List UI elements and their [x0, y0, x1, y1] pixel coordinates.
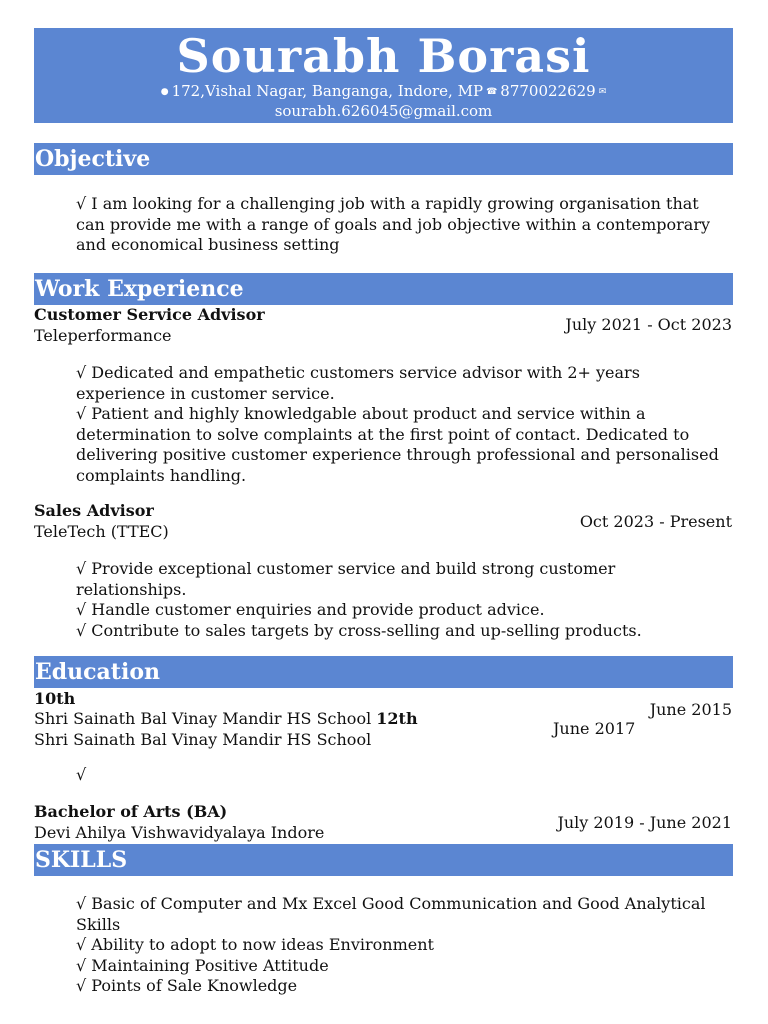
section-heading-education: Education — [34, 656, 733, 688]
address: 172,Vishal Nagar, Banganga, Indore, MP — [171, 82, 484, 100]
job-line: experience in customer service. — [76, 383, 335, 403]
skill-item: √ Basic of Computer and Mx Excel Good Communication and Good Analytical — [76, 894, 706, 913]
job-title: Sales Advisor — [34, 501, 154, 520]
objective-line: and economical business setting — [76, 235, 340, 255]
job-description — [76, 363, 736, 487]
section-heading-work-experience: Work Experience — [34, 273, 733, 305]
skills-list — [76, 894, 736, 997]
section-heading-objective: Objective — [34, 143, 733, 175]
email-address[interactable]: sourabh.626045@gmail.com — [274, 101, 493, 120]
school-line — [34, 709, 418, 730]
company-name: TeleTech (TTEC) — [34, 522, 169, 541]
job-line: √ Provide exceptional customer service and build strong customer — [76, 559, 616, 578]
job-line: relationships. — [76, 579, 187, 599]
job-line: complaints handling. — [76, 465, 247, 485]
job-description — [76, 559, 736, 641]
objective-text — [76, 194, 736, 256]
job-line: determination to solve complaints at the first point of contact. Dedicated to — [76, 424, 690, 444]
job-line: √ Contribute to sales targets by cross-selling and up-selling products. — [76, 620, 642, 640]
tenth-label: 10th — [34, 689, 76, 708]
school-name: Shri Sainath Bal Vinay Mandir HS School — [34, 730, 372, 749]
check-mark: √ — [76, 765, 87, 784]
phone-icon: ☎ — [486, 86, 498, 97]
resume-header — [34, 28, 733, 123]
objective-line: √ I am looking for a challenging job with a rapidly growing organisation that — [76, 194, 699, 213]
degree-title: Bachelor of Arts (BA) — [34, 802, 228, 821]
objective-line: can provide me with a range of goals and job objective within a contemporary — [76, 214, 711, 234]
job-dates: Oct 2023 - Present — [579, 512, 732, 531]
skill-item: √ Ability to adopt to now ideas Environment — [76, 935, 434, 955]
skill-item: √ Points of Sale Knowledge — [76, 976, 298, 996]
job-title: Customer Service Advisor — [34, 305, 265, 324]
location-icon: ● — [160, 86, 169, 97]
tenth-date: June 2015 — [649, 700, 732, 719]
university-name: Devi Ahilya Vishwavidyalaya Indore — [34, 823, 325, 842]
section-heading-skills: SKILLS — [34, 844, 733, 876]
job-dates: July 2021 - Oct 2023 — [565, 315, 732, 334]
skill-item: √ Maintaining Positive Attitude — [76, 955, 329, 975]
phone-number: 8770022629 — [500, 82, 596, 100]
twelfth-label: 12th — [376, 709, 418, 728]
job-line: √ Dedicated and empathetic customers service advisor with 2+ years — [76, 363, 640, 382]
job-line: √ Patient and highly knowledgable about product and service within a — [76, 404, 646, 424]
twelfth-date: June 2017 — [553, 719, 636, 738]
company-name: Teleperformance — [34, 326, 172, 345]
school-name: Shri Sainath Bal Vinay Mandir HS School — [34, 709, 372, 728]
contact-line — [34, 82, 733, 102]
skill-item: Skills — [76, 914, 121, 934]
degree-dates: July 2019 - June 2021 — [557, 813, 732, 832]
candidate-name: Sourabh Borasi — [176, 29, 591, 83]
email-icon: ✉ — [598, 86, 607, 97]
job-line: √ Handle customer enquiries and provide product advice. — [76, 600, 545, 620]
job-line: delivering positive customer experience through professional and personalised — [76, 445, 719, 465]
